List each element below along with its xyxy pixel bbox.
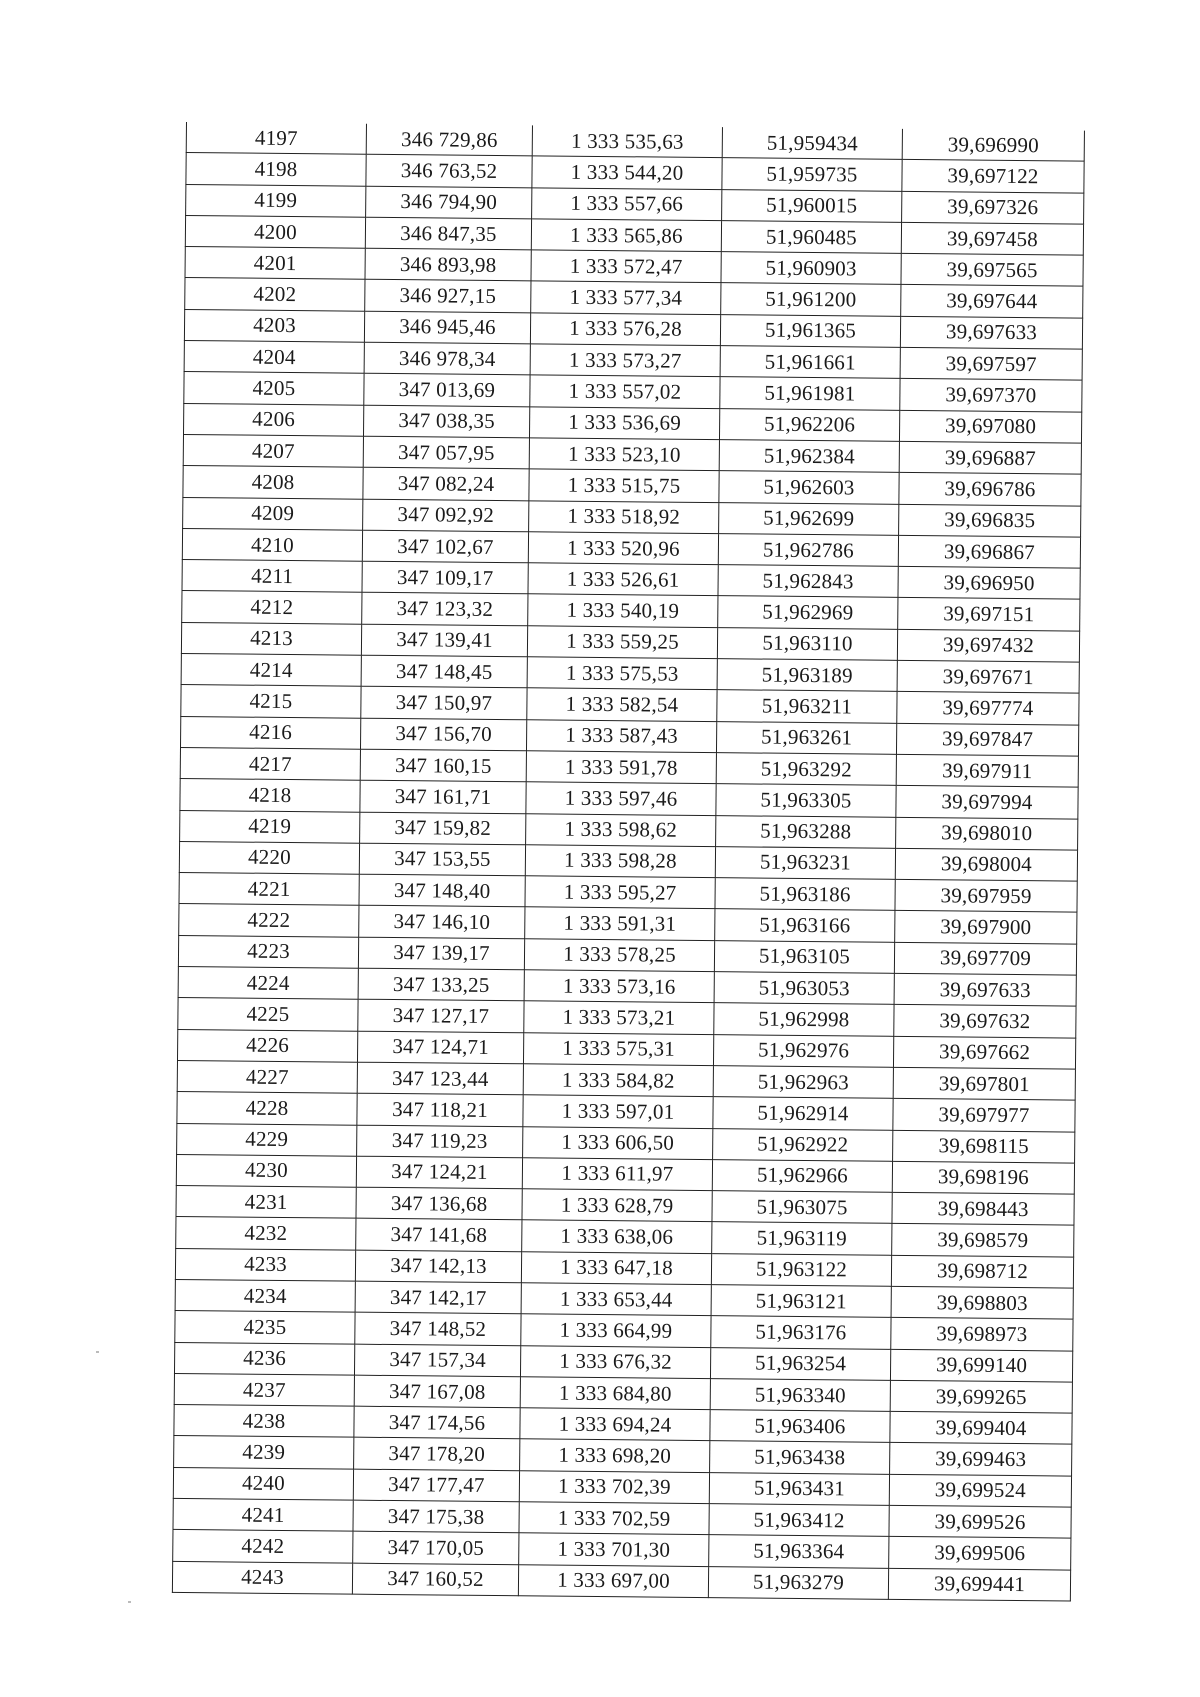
longitude-cell: 39,696835 xyxy=(899,504,1081,537)
y-coordinate-cell: 1 333 518,92 xyxy=(529,500,719,533)
x-coordinate-cell: 347 146,10 xyxy=(359,906,525,939)
x-coordinate-cell: 347 102,67 xyxy=(362,530,528,563)
longitude-cell: 39,696950 xyxy=(898,567,1080,600)
latitude-cell: 51,963254 xyxy=(710,1347,890,1380)
y-coordinate-cell: 1 333 536,69 xyxy=(529,406,719,439)
y-coordinate-cell: 1 333 526,61 xyxy=(528,563,718,596)
latitude-cell: 51,960015 xyxy=(722,189,902,222)
longitude-cell: 39,697959 xyxy=(895,879,1077,912)
y-coordinate-cell: 1 333 598,28 xyxy=(525,845,715,878)
point-number-cell: 4218 xyxy=(180,779,360,812)
point-number-cell: 4241 xyxy=(173,1499,353,1532)
point-number-cell: 4234 xyxy=(175,1279,355,1312)
x-coordinate-cell: 346 794,90 xyxy=(366,186,532,219)
longitude-cell: 39,697432 xyxy=(897,629,1079,662)
latitude-cell: 51,961661 xyxy=(720,346,900,379)
y-coordinate-cell: 1 333 697,00 xyxy=(518,1564,708,1597)
x-coordinate-cell: 347 142,17 xyxy=(355,1281,521,1314)
y-coordinate-cell: 1 333 591,31 xyxy=(525,907,715,940)
y-coordinate-cell: 1 333 540,19 xyxy=(528,594,718,627)
y-coordinate-cell: 1 333 591,78 xyxy=(526,751,716,784)
point-number-cell: 4238 xyxy=(174,1405,354,1438)
scan-speck xyxy=(128,1601,131,1603)
latitude-cell: 51,960485 xyxy=(721,221,901,254)
longitude-cell: 39,697994 xyxy=(896,786,1078,819)
x-coordinate-cell: 347 174,56 xyxy=(354,1406,520,1439)
y-coordinate-cell: 1 333 577,34 xyxy=(531,281,721,314)
latitude-cell: 51,963186 xyxy=(715,878,895,911)
latitude-cell: 51,963231 xyxy=(715,846,895,879)
latitude-cell: 51,963261 xyxy=(716,721,896,754)
point-number-cell: 4222 xyxy=(179,904,359,937)
point-number-cell: 4197 xyxy=(186,122,366,155)
latitude-cell: 51,962206 xyxy=(719,408,899,441)
longitude-cell: 39,697847 xyxy=(896,723,1078,756)
point-number-cell: 4207 xyxy=(183,434,363,467)
y-coordinate-cell: 1 333 582,54 xyxy=(527,688,717,721)
x-coordinate-cell: 347 157,34 xyxy=(354,1344,520,1377)
point-number-cell: 4198 xyxy=(186,153,366,186)
latitude-cell: 51,963121 xyxy=(711,1285,891,1318)
y-coordinate-cell: 1 333 676,32 xyxy=(520,1345,710,1378)
longitude-cell: 39,697122 xyxy=(902,160,1084,193)
longitude-cell: 39,699140 xyxy=(890,1349,1072,1382)
x-coordinate-cell: 347 119,23 xyxy=(357,1125,523,1158)
x-coordinate-cell: 347 177,47 xyxy=(353,1469,519,1502)
y-coordinate-cell: 1 333 664,99 xyxy=(521,1314,711,1347)
longitude-cell: 39,699506 xyxy=(889,1537,1071,1570)
longitude-cell: 39,698010 xyxy=(896,817,1078,850)
point-number-cell: 4235 xyxy=(175,1311,355,1344)
latitude-cell: 51,963288 xyxy=(716,815,896,848)
latitude-cell: 51,963340 xyxy=(710,1378,890,1411)
latitude-cell: 51,963305 xyxy=(716,784,896,817)
y-coordinate-cell: 1 333 611,97 xyxy=(522,1158,712,1191)
y-coordinate-cell: 1 333 520,96 xyxy=(528,532,718,565)
coordinates-table-body xyxy=(172,122,1084,1601)
x-coordinate-cell: 347 123,44 xyxy=(357,1062,523,1095)
longitude-cell: 39,697632 xyxy=(894,1005,1076,1038)
x-coordinate-cell: 347 148,52 xyxy=(355,1312,521,1345)
y-coordinate-cell: 1 333 557,02 xyxy=(530,375,720,408)
y-coordinate-cell: 1 333 575,53 xyxy=(527,657,717,690)
point-number-cell: 4211 xyxy=(182,560,362,593)
longitude-cell: 39,697911 xyxy=(896,754,1078,787)
x-coordinate-cell: 347 142,13 xyxy=(355,1250,521,1283)
point-number-cell: 4233 xyxy=(175,1248,355,1281)
x-coordinate-cell: 347 160,15 xyxy=(360,749,526,782)
latitude-cell: 51,962603 xyxy=(719,471,899,504)
point-number-cell: 4223 xyxy=(178,935,358,968)
point-number-cell: 4229 xyxy=(177,1123,357,1156)
longitude-cell: 39,698803 xyxy=(891,1286,1073,1319)
y-coordinate-cell: 1 333 572,47 xyxy=(531,250,721,283)
x-coordinate-cell: 347 109,17 xyxy=(362,561,528,594)
x-coordinate-cell: 346 729,86 xyxy=(366,124,532,156)
y-coordinate-cell: 1 333 598,62 xyxy=(526,813,716,846)
longitude-cell: 39,697370 xyxy=(900,379,1082,412)
longitude-cell: 39,699441 xyxy=(888,1568,1070,1601)
point-number-cell: 4216 xyxy=(180,716,360,749)
point-number-cell: 4217 xyxy=(180,747,360,780)
longitude-cell: 39,697080 xyxy=(899,410,1081,443)
latitude-cell: 51,963176 xyxy=(711,1316,891,1349)
x-coordinate-cell: 346 763,52 xyxy=(366,155,532,188)
longitude-cell: 39,697597 xyxy=(900,347,1082,380)
point-number-cell: 4210 xyxy=(182,528,362,561)
latitude-cell: 51,963431 xyxy=(709,1472,889,1505)
point-number-cell: 4228 xyxy=(177,1092,357,1125)
longitude-cell: 39,697977 xyxy=(893,1099,1075,1132)
point-number-cell: 4199 xyxy=(186,184,366,217)
longitude-cell: 39,696786 xyxy=(899,473,1081,506)
latitude-cell: 51,962699 xyxy=(719,502,899,535)
x-coordinate-cell: 346 945,46 xyxy=(364,311,530,344)
point-number-cell: 4239 xyxy=(174,1436,354,1469)
y-coordinate-cell: 1 333 544,20 xyxy=(532,156,722,189)
point-number-cell: 4242 xyxy=(173,1530,353,1563)
latitude-cell: 51,963189 xyxy=(717,659,897,692)
point-number-cell: 4200 xyxy=(185,215,365,248)
point-number-cell: 4237 xyxy=(174,1373,354,1406)
longitude-cell: 39,698004 xyxy=(895,848,1077,881)
point-number-cell: 4231 xyxy=(176,1186,356,1219)
latitude-cell: 51,959735 xyxy=(722,158,902,191)
x-coordinate-cell: 347 167,08 xyxy=(354,1375,520,1408)
latitude-cell: 51,961200 xyxy=(721,283,901,316)
latitude-cell: 51,963438 xyxy=(710,1441,890,1474)
x-coordinate-cell: 346 893,98 xyxy=(365,248,531,281)
latitude-cell: 51,963110 xyxy=(717,627,897,660)
point-number-cell: 4202 xyxy=(185,278,365,311)
longitude-cell: 39,697644 xyxy=(901,285,1083,318)
point-number-cell: 4208 xyxy=(183,466,363,499)
longitude-cell: 39,697565 xyxy=(901,254,1083,287)
latitude-cell: 51,963166 xyxy=(715,909,895,942)
y-coordinate-cell: 1 333 578,25 xyxy=(524,939,714,972)
latitude-cell: 51,963105 xyxy=(714,940,894,973)
point-number-cell: 4226 xyxy=(177,1029,357,1062)
point-number-cell: 4214 xyxy=(181,654,361,687)
latitude-cell: 51,963406 xyxy=(710,1410,890,1443)
y-coordinate-cell: 1 333 576,28 xyxy=(530,313,720,346)
longitude-cell: 39,697326 xyxy=(902,191,1084,224)
longitude-cell: 39,697633 xyxy=(900,316,1082,349)
longitude-cell: 39,698973 xyxy=(891,1318,1073,1351)
point-number-cell: 4221 xyxy=(179,873,359,906)
point-number-cell: 4220 xyxy=(179,841,359,874)
longitude-cell: 39,699463 xyxy=(890,1443,1072,1476)
latitude-cell: 51,963211 xyxy=(717,690,897,723)
latitude-cell: 51,962922 xyxy=(713,1128,893,1161)
point-number-cell: 4206 xyxy=(184,403,364,436)
y-coordinate-cell: 1 333 557,66 xyxy=(532,187,722,220)
x-coordinate-cell: 347 141,68 xyxy=(356,1219,522,1252)
x-coordinate-cell: 347 156,70 xyxy=(360,718,526,751)
latitude-cell: 51,962384 xyxy=(719,440,899,473)
x-coordinate-cell: 347 178,20 xyxy=(354,1438,520,1471)
latitude-cell: 51,963364 xyxy=(709,1535,889,1568)
longitude-cell: 39,698712 xyxy=(891,1255,1073,1288)
x-coordinate-cell: 347 136,68 xyxy=(356,1187,522,1220)
x-coordinate-cell: 347 160,52 xyxy=(352,1563,518,1596)
longitude-cell: 39,696867 xyxy=(898,535,1080,568)
latitude-cell: 51,961365 xyxy=(720,314,900,347)
latitude-cell: 51,962843 xyxy=(718,565,898,598)
longitude-cell: 39,698443 xyxy=(892,1192,1074,1225)
longitude-cell: 39,697671 xyxy=(897,660,1079,693)
coordinates-table xyxy=(172,122,1085,1602)
y-coordinate-cell: 1 333 523,10 xyxy=(529,438,719,471)
latitude-cell: 51,962976 xyxy=(713,1034,893,1067)
latitude-cell: 51,963075 xyxy=(712,1191,892,1224)
latitude-cell: 51,962963 xyxy=(713,1066,893,1099)
y-coordinate-cell: 1 333 575,31 xyxy=(523,1032,713,1065)
x-coordinate-cell: 347 123,32 xyxy=(362,593,528,626)
longitude-cell: 39,697151 xyxy=(898,598,1080,631)
y-coordinate-cell: 1 333 573,16 xyxy=(524,970,714,1003)
x-coordinate-cell: 347 057,95 xyxy=(363,436,529,469)
point-number-cell: 4240 xyxy=(173,1467,353,1500)
longitude-cell: 39,697458 xyxy=(901,222,1083,255)
point-number-cell: 4215 xyxy=(181,685,361,718)
y-coordinate-cell: 1 333 628,79 xyxy=(522,1189,712,1222)
latitude-cell: 51,960903 xyxy=(721,252,901,285)
x-coordinate-cell: 347 118,21 xyxy=(357,1093,523,1126)
x-coordinate-cell: 347 175,38 xyxy=(353,1500,519,1533)
x-coordinate-cell: 347 127,17 xyxy=(358,1000,524,1033)
point-number-cell: 4213 xyxy=(181,622,361,655)
longitude-cell: 39,699526 xyxy=(889,1505,1071,1538)
point-number-cell: 4224 xyxy=(178,966,358,999)
x-coordinate-cell: 346 978,34 xyxy=(364,342,530,375)
y-coordinate-cell: 1 333 597,01 xyxy=(523,1095,713,1128)
x-coordinate-cell: 347 092,92 xyxy=(363,499,529,532)
latitude-cell: 51,961981 xyxy=(720,377,900,410)
y-coordinate-cell: 1 333 698,20 xyxy=(520,1439,710,1472)
y-coordinate-cell: 1 333 701,30 xyxy=(519,1533,709,1566)
point-number-cell: 4243 xyxy=(172,1561,352,1594)
x-coordinate-cell: 347 124,21 xyxy=(356,1156,522,1189)
x-coordinate-cell: 347 148,40 xyxy=(359,874,525,907)
latitude-cell: 51,959434 xyxy=(722,127,902,160)
latitude-cell: 51,963119 xyxy=(712,1222,892,1255)
point-number-cell: 4230 xyxy=(176,1154,356,1187)
x-coordinate-cell: 347 133,25 xyxy=(358,968,524,1001)
latitude-cell: 51,962969 xyxy=(718,596,898,629)
x-coordinate-cell: 347 150,97 xyxy=(361,687,527,720)
y-coordinate-cell: 1 333 694,24 xyxy=(520,1408,710,1441)
point-number-cell: 4204 xyxy=(184,341,364,374)
longitude-cell: 39,696990 xyxy=(902,129,1084,162)
point-number-cell: 4227 xyxy=(177,1060,357,1093)
longitude-cell: 39,698115 xyxy=(893,1130,1075,1163)
x-coordinate-cell: 347 139,17 xyxy=(358,937,524,970)
latitude-cell: 51,963053 xyxy=(714,972,894,1005)
y-coordinate-cell: 1 333 535,63 xyxy=(532,125,722,158)
x-coordinate-cell: 347 124,71 xyxy=(357,1031,523,1064)
latitude-cell: 51,962966 xyxy=(712,1159,892,1192)
y-coordinate-cell: 1 333 584,82 xyxy=(523,1064,713,1097)
x-coordinate-cell: 346 847,35 xyxy=(365,217,531,250)
point-number-cell: 4201 xyxy=(185,247,365,280)
x-coordinate-cell: 347 139,41 xyxy=(361,624,527,657)
y-coordinate-cell: 1 333 653,44 xyxy=(521,1283,711,1316)
y-coordinate-cell: 1 333 702,39 xyxy=(519,1471,709,1504)
longitude-cell: 39,697900 xyxy=(895,911,1077,944)
y-coordinate-cell: 1 333 573,21 xyxy=(524,1001,714,1034)
longitude-cell: 39,699404 xyxy=(890,1411,1072,1444)
y-coordinate-cell: 1 333 638,06 xyxy=(522,1220,712,1253)
x-coordinate-cell: 347 153,55 xyxy=(359,843,525,876)
scan-speck xyxy=(96,1351,99,1353)
x-coordinate-cell: 347 161,71 xyxy=(360,780,526,813)
y-coordinate-cell: 1 333 559,25 xyxy=(527,626,717,659)
latitude-cell: 51,962786 xyxy=(718,533,898,566)
latitude-cell: 51,963122 xyxy=(711,1253,891,1286)
latitude-cell: 51,963412 xyxy=(709,1504,889,1537)
y-coordinate-cell: 1 333 595,27 xyxy=(525,876,715,909)
longitude-cell: 39,697662 xyxy=(893,1036,1075,1069)
point-number-cell: 4205 xyxy=(184,372,364,405)
longitude-cell: 39,697633 xyxy=(894,973,1076,1006)
point-number-cell: 4225 xyxy=(178,998,358,1031)
y-coordinate-cell: 1 333 587,43 xyxy=(526,719,716,752)
longitude-cell: 39,698196 xyxy=(892,1161,1074,1194)
x-coordinate-cell: 347 013,69 xyxy=(364,374,530,407)
longitude-cell: 39,698579 xyxy=(892,1224,1074,1257)
point-number-cell: 4219 xyxy=(180,810,360,843)
y-coordinate-cell: 1 333 684,80 xyxy=(520,1377,710,1410)
y-coordinate-cell: 1 333 597,46 xyxy=(526,782,716,815)
y-coordinate-cell: 1 333 515,75 xyxy=(529,469,719,502)
x-coordinate-cell: 347 159,82 xyxy=(360,812,526,845)
latitude-cell: 51,962998 xyxy=(714,1003,894,1036)
longitude-cell: 39,699265 xyxy=(890,1380,1072,1413)
x-coordinate-cell: 347 148,45 xyxy=(361,655,527,688)
longitude-cell: 39,696887 xyxy=(899,441,1081,474)
y-coordinate-cell: 1 333 647,18 xyxy=(521,1251,711,1284)
x-coordinate-cell: 347 170,05 xyxy=(353,1532,519,1565)
longitude-cell: 39,697709 xyxy=(894,942,1076,975)
y-coordinate-cell: 1 333 573,27 xyxy=(530,344,720,377)
point-number-cell: 4232 xyxy=(176,1217,356,1250)
longitude-cell: 39,699524 xyxy=(889,1474,1071,1507)
point-number-cell: 4209 xyxy=(183,497,363,530)
latitude-cell: 51,963292 xyxy=(716,753,896,786)
point-number-cell: 4212 xyxy=(182,591,362,624)
y-coordinate-cell: 1 333 606,50 xyxy=(523,1126,713,1159)
longitude-cell: 39,697774 xyxy=(897,692,1079,725)
point-number-cell: 4203 xyxy=(184,309,364,342)
y-coordinate-cell: 1 333 565,86 xyxy=(531,219,721,252)
x-coordinate-cell: 347 038,35 xyxy=(363,405,529,438)
longitude-cell: 39,697801 xyxy=(893,1067,1075,1100)
point-number-cell: 4236 xyxy=(174,1342,354,1375)
x-coordinate-cell: 346 927,15 xyxy=(365,280,531,313)
x-coordinate-cell: 347 082,24 xyxy=(363,467,529,500)
latitude-cell: 51,963279 xyxy=(708,1566,888,1599)
latitude-cell: 51,962914 xyxy=(713,1097,893,1130)
y-coordinate-cell: 1 333 702,59 xyxy=(519,1502,709,1535)
